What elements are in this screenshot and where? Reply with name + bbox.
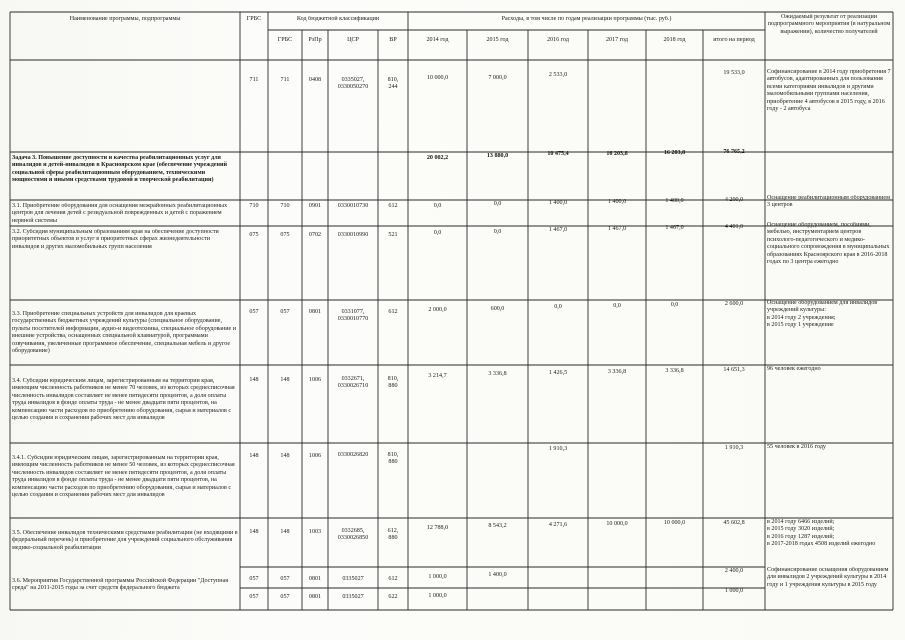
row-csr: 0335027, 0330050270	[337, 77, 369, 91]
row-vr: 521	[388, 232, 398, 238]
item-3-5-name: 3.5. Обеспечение инвалидов техническими средствами реабилитации (не входящими в федеральный перечень) и приобретение для учреждений социального обслуживания медико-социальной реабилитации	[12, 530, 238, 551]
row-sub-grbs: 057	[280, 594, 290, 600]
header-expected-result: Ожидаемый результат от реализации подпрограммного мероприятия (в натуральном выражении), количество получателей	[767, 14, 891, 35]
header-name-column: Наименование программы, подпрограммы	[69, 16, 181, 22]
row-2017: 3 336,8	[607, 369, 627, 375]
row-2014: 1 000,0	[428, 574, 447, 580]
row-grbs: 075	[249, 232, 259, 238]
row-2016: 0,0	[554, 304, 562, 310]
row-2015: 7 000,0	[488, 75, 507, 81]
header-sub-vr: ВР	[389, 37, 397, 43]
row-2015: 3 336,8	[488, 371, 507, 377]
header-year-2016: 2016 год	[546, 37, 570, 43]
row-2015: 13 880,0	[486, 153, 509, 159]
row-2018: 10 000,0	[663, 520, 686, 526]
row-vr: 810, 880	[387, 376, 399, 390]
row-total: 76 765,2	[723, 149, 745, 155]
header-budget-code: Код бюджетной классификации	[296, 16, 380, 22]
header-sub-csr: ЦСР	[347, 37, 359, 43]
row-sub-grbs: 057	[280, 309, 290, 315]
header-year-2015: 2015 год	[486, 37, 509, 43]
row-2017: 16 203,8	[606, 151, 628, 157]
row-grbs: 148	[249, 453, 259, 459]
row-2015: 0,0	[493, 201, 502, 207]
row-total: 45 602,8	[723, 520, 745, 526]
row-2018: 16 203,8	[663, 150, 686, 156]
row-rzpr: 0801	[308, 309, 322, 315]
row-2014: 0,0	[433, 203, 442, 209]
row-2014: 2 000,0	[428, 307, 447, 313]
row-csr: 0332685, 0330026850	[337, 528, 369, 542]
item-3-2-name: 3.2. Субсидия муниципальным образованиям края на обеспечение доступности приоритетных объектов и услуг в приоритетных сферах жизнедеятельности инвалидов и других маломобильных групп населения	[12, 229, 219, 250]
row-sub-grbs: 710	[280, 203, 290, 209]
row-2014: 1 000,0	[428, 593, 447, 599]
row-csr: 0335027	[342, 594, 364, 600]
row-csr: 0332671, 0330026710	[337, 376, 369, 390]
row-2017: 1 467,0	[607, 226, 627, 232]
item-3-3-name: 3.3. Приобретение специальных устройств для инвалидов для краевых государственных бюджетных учреждений культуры (специальное оборудование, пульты посетителей информации, аудио-и видеотехника, специальное оборудование и внешние устройства, оснащенных специальной клавиатурой, программами озвучивания, увеличенные программное обеспечение, специальная мебель и другое оборудование)	[12, 311, 237, 355]
row-2014: 20 002,2	[426, 155, 449, 161]
row-2016: 1 400,0	[548, 200, 568, 206]
row-2015: 0,0	[493, 229, 502, 235]
row-grbs: 057	[249, 576, 259, 582]
row-2014: 12 788,0	[426, 525, 449, 531]
row-2018: 3 336,8	[665, 368, 684, 374]
row-result: 55 человек в 2016 году	[767, 444, 826, 450]
row-2016: 10 475,4	[547, 151, 569, 157]
header-year-2018: 2018 год	[663, 37, 686, 43]
row-2014: 3 214,7	[428, 373, 447, 379]
row-rzpr: 1006	[308, 377, 322, 383]
header-sub-rzpr: РзПр	[308, 37, 322, 43]
row-vr: 612	[388, 309, 398, 315]
row-grbs: 711	[249, 77, 259, 83]
row-csr: 0330010730	[337, 203, 369, 209]
row-vr: 810, 244	[387, 77, 399, 91]
row-rzpr: 0408	[308, 77, 322, 83]
row-total: 2 400,0	[724, 568, 744, 574]
row-rzpr: 0702	[308, 232, 322, 238]
row-2015: 1 400,0	[488, 572, 507, 578]
row-2015: 8 543,2	[488, 523, 507, 529]
row-2016: 1 467,0	[548, 227, 568, 233]
row-2018: 1 467,0	[665, 225, 684, 231]
header-sub-grbs: ГРБС	[277, 37, 293, 43]
row-2014: 10 000,0	[426, 75, 449, 81]
row-2016: 2 533,0	[548, 72, 568, 78]
row-csr: 0331077, 0330010770	[337, 309, 369, 323]
item-3-1-name: 3.1. Приобретение оборудования для оснащения межрайонных реабилитационных центров для лечения детей с резидуальной поврежденных и детей с поражением нервной системы	[12, 203, 228, 224]
row-total: 19 533,0	[723, 70, 745, 76]
row-sub-grbs: 148	[280, 529, 290, 535]
row-sub-grbs: 711	[280, 77, 290, 83]
row-2016: 4 271,6	[548, 522, 568, 528]
row-sub-grbs: 148	[280, 377, 290, 383]
row-csr: 0330026820	[337, 452, 369, 458]
row-result: Оснащение оборудованием, пособиями, мебелью, инструментарием центров психолого-педагогического и медико-социального сопровождения в муниципальных образованиях Красноярского края в 2016-2018 годах по 3 центра ежегодно	[767, 222, 890, 266]
row-grbs: 148	[249, 377, 259, 383]
row-csr: 0330010990	[337, 232, 369, 238]
row-total: 1 000,0	[724, 588, 744, 594]
task-3-title: Задача 3. Повышение доступности и качества реабилитационных услуг для инвалидов и детей-инвалидов в Красноярском крае (обеспечение учреждений социальной сферы реабилитационным оборудованием, техническими мощностями и иными средствами трудовой и творческой реабилитации)	[12, 155, 228, 184]
row-vr: 622	[388, 594, 398, 600]
row-sub-grbs: 057	[280, 576, 290, 582]
item-3-4-name: 3.4. Субсидии юридическим лицам, зарегистрированным на территории края, имеющим численность работников не менее 70 человек, из которых среднесписочная численность инвалидов составляет не менее пятидесяти процентов, а доля оплаты труда инвалидов в фонде оплаты труда - не менее двадцати пяти процентов, на компенсацию части расходов по приобретению оборудования, сырья и материалов с целью создания и сохранения рабочих мест для инвалидов	[12, 378, 235, 422]
row-2017: 0,0	[613, 303, 621, 309]
row-vr: 810, 880	[387, 452, 399, 466]
row-2014: 0,0	[433, 230, 442, 236]
row-result: Оснащение оборудованием для инвалидов учреждений культуры: в 2014 году 2 учреждения; в 2015 году 1 учреждение	[767, 300, 878, 329]
row-vr: 612	[388, 576, 398, 582]
row-total: 1 910,3	[724, 445, 744, 451]
row-result: Оснащение реабилитационным оборудованием 3 центров	[767, 195, 890, 209]
row-sub-grbs: 148	[280, 453, 290, 459]
row-grbs: 148	[249, 529, 259, 535]
row-2018: 0,0	[670, 302, 679, 308]
row-2015: 600,0	[490, 306, 505, 312]
row-2016: 1 426,5	[548, 370, 568, 376]
row-2016: 1 910,3	[548, 446, 568, 452]
row-result: Софинансирование в 2014 году приобретения 7 автобусов, адаптированных для пользования всеми категориями инвалидов и другими маломобильными группами населения, приобретение 4 автобусов в 2015 году, в 2016 году - 2 автобуса	[767, 69, 891, 113]
row-sub-grbs: 075	[280, 232, 290, 238]
header-expenses: Расходы, в том числе по годам реализации программы (тыс. руб.)	[501, 16, 672, 22]
header-grbs-column: ГРБС	[246, 16, 262, 22]
row-rzpr: 1006	[308, 453, 322, 459]
row-rzpr: 0901	[308, 203, 322, 209]
row-grbs: 057	[249, 309, 259, 315]
row-grbs: 710	[249, 203, 259, 209]
row-total: 14 651,3	[723, 367, 745, 373]
row-result: 96 человек ежегодно	[767, 366, 821, 372]
row-rzpr: 1003	[308, 529, 322, 535]
row-result: в 2014 году 6466 изделий; в 2015 году 3020 изделий; в 2016 году 1287 изделий; в 2017-2018 годах 4508 изделий ежегодно	[767, 519, 876, 548]
header-year-2014: 2014 год	[426, 37, 449, 43]
row-rzpr: 0801	[308, 594, 322, 600]
row-2018: 1 400,0	[665, 198, 684, 204]
row-total: 2 600,0	[724, 301, 744, 307]
row-vr: 612, 880	[387, 528, 399, 542]
row-rzpr: 0801	[308, 576, 322, 582]
row-csr: 0335027	[342, 576, 364, 582]
header-year-2017: 2017 год	[605, 37, 629, 43]
row-result: Софинансирование оснащения оборудованием для инвалидов 2 учреждений культуры в 2014 году и 1 учреждения культуры в 2015 году	[767, 567, 889, 588]
item-3-4-1-name: 3.4.1. Субсидии юридическим лицам, зарегистрированным на территории края, имеющим численность работников не менее 50 человек, из которых среднесписочная численность инвалидов составляет не менее пятидесяти процентов, а доля оплаты труда инвалидов в фонде оплаты труда - не менее двадцати пяти процентов, на компенсацию части расходов по приобретению оборудования, сырья и материалов с целью создания и сохранения рабочих мест для инвалидов	[12, 455, 235, 499]
row-total: 4 401,0	[724, 224, 744, 230]
row-grbs: 057	[249, 594, 259, 600]
row-2017: 10 000,0	[606, 521, 628, 527]
item-3-6-name: 3.6. Мероприятия Государственной программы Российской Федерации "Доступная среда" на 2011-2015 годы за счет средств федерального бюджета	[12, 578, 229, 592]
row-vr: 612	[388, 203, 398, 209]
row-2017: 1 400,0	[607, 199, 627, 205]
header-total-period: итого на период	[713, 37, 755, 43]
row-total: 4 200,0	[724, 197, 744, 203]
